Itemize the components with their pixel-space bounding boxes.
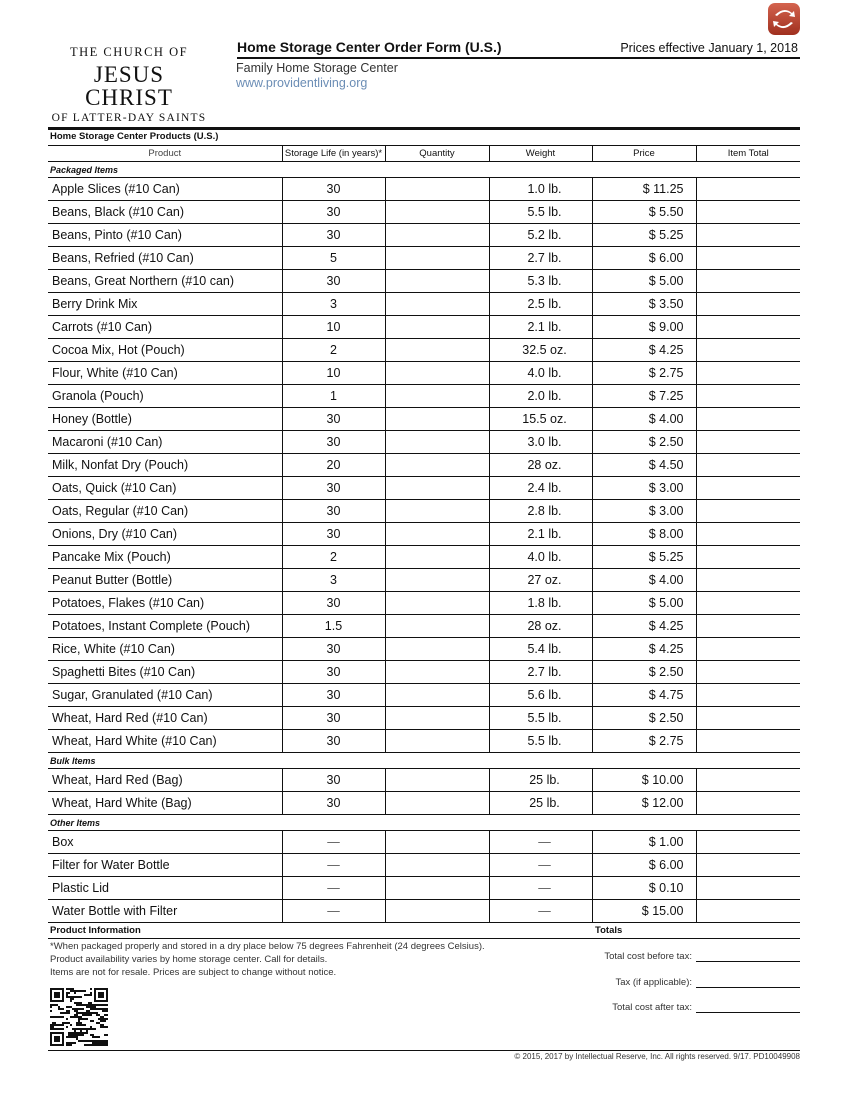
price: $ 5.50 bbox=[592, 201, 696, 224]
table-row bbox=[48, 792, 800, 815]
item-total-input[interactable] bbox=[696, 224, 800, 247]
quantity-input[interactable] bbox=[385, 477, 489, 500]
storage-life: 30 bbox=[282, 408, 385, 431]
form-subtitle: Family Home Storage Center bbox=[236, 61, 398, 75]
quantity-input[interactable] bbox=[385, 792, 489, 815]
storage-life: 30 bbox=[282, 270, 385, 293]
table-row bbox=[48, 684, 800, 707]
quantity-input[interactable] bbox=[385, 569, 489, 592]
quantity-input[interactable] bbox=[385, 408, 489, 431]
price: $ 2.50 bbox=[592, 431, 696, 454]
weight: 3.0 lb. bbox=[489, 431, 592, 454]
storage-life: 30 bbox=[282, 661, 385, 684]
table-row bbox=[48, 362, 800, 385]
product-name: Beans, Great Northern (#10 can) bbox=[48, 270, 282, 293]
price: $ 6.00 bbox=[592, 247, 696, 270]
quantity-input[interactable] bbox=[385, 270, 489, 293]
storage-life: 30 bbox=[282, 638, 385, 661]
quantity-input[interactable] bbox=[385, 707, 489, 730]
total-after-tax-field[interactable] bbox=[696, 1001, 800, 1013]
tax-field[interactable] bbox=[696, 976, 800, 988]
info-divider bbox=[48, 938, 800, 939]
table-row bbox=[48, 877, 800, 900]
price: $ 12.00 bbox=[592, 792, 696, 815]
item-total-input[interactable] bbox=[696, 615, 800, 638]
total-after-tax-label: Total cost after tax: bbox=[612, 1002, 692, 1013]
storage-life: 10 bbox=[282, 362, 385, 385]
product-name: Sugar, Granulated (#10 Can) bbox=[48, 684, 282, 707]
product-name: Water Bottle with Filter bbox=[48, 900, 282, 923]
item-total-input[interactable] bbox=[696, 831, 800, 854]
price: $ 11.25 bbox=[592, 178, 696, 201]
price: $ 4.00 bbox=[592, 569, 696, 592]
price: $ 6.00 bbox=[592, 854, 696, 877]
section-divider bbox=[48, 127, 800, 130]
product-name: Beans, Refried (#10 Can) bbox=[48, 247, 282, 270]
table-header-row bbox=[48, 146, 800, 162]
quantity-input[interactable] bbox=[385, 638, 489, 661]
item-total-input[interactable] bbox=[696, 592, 800, 615]
quantity-input[interactable] bbox=[385, 224, 489, 247]
item-total-input[interactable] bbox=[696, 477, 800, 500]
item-total-input[interactable] bbox=[696, 546, 800, 569]
item-total-input[interactable] bbox=[696, 316, 800, 339]
product-name: Spaghetti Bites (#10 Can) bbox=[48, 661, 282, 684]
storage-life: 5 bbox=[282, 247, 385, 270]
note-resale: Items are not for resale. Prices are subject to change without notice. bbox=[50, 967, 337, 978]
weight: 25 lb. bbox=[489, 792, 592, 815]
quantity-input[interactable] bbox=[385, 431, 489, 454]
table-row bbox=[48, 408, 800, 431]
price: $ 2.75 bbox=[592, 362, 696, 385]
church-logo bbox=[48, 44, 210, 124]
logo-line-2: JESUS CHRIST bbox=[85, 61, 173, 110]
tax-label: Tax (if applicable): bbox=[615, 977, 692, 988]
product-name: Wheat, Hard White (Bag) bbox=[48, 792, 282, 815]
price: $ 8.00 bbox=[592, 523, 696, 546]
group-label: Other Items bbox=[48, 815, 800, 831]
weight: 27 oz. bbox=[489, 569, 592, 592]
product-name: Milk, Nonfat Dry (Pouch) bbox=[48, 454, 282, 477]
product-name: Cocoa Mix, Hot (Pouch) bbox=[48, 339, 282, 362]
table-row bbox=[48, 431, 800, 454]
section-title: Home Storage Center Products (U.S.) bbox=[50, 131, 219, 142]
group-header-row bbox=[48, 815, 800, 831]
table-row bbox=[48, 454, 800, 477]
table-row bbox=[48, 316, 800, 339]
product-name: Oats, Quick (#10 Can) bbox=[48, 477, 282, 500]
product-name: Wheat, Hard Red (#10 Can) bbox=[48, 707, 282, 730]
price: $ 9.00 bbox=[592, 316, 696, 339]
table-row bbox=[48, 224, 800, 247]
weight: 2.7 lb. bbox=[489, 247, 592, 270]
footer-divider bbox=[48, 1050, 800, 1051]
price: $ 4.25 bbox=[592, 638, 696, 661]
table-row bbox=[48, 615, 800, 638]
item-total-input[interactable] bbox=[696, 362, 800, 385]
product-name: Berry Drink Mix bbox=[48, 293, 282, 316]
price: $ 0.10 bbox=[592, 877, 696, 900]
quantity-input[interactable] bbox=[385, 684, 489, 707]
quantity-input[interactable] bbox=[385, 523, 489, 546]
price: $ 4.25 bbox=[592, 615, 696, 638]
product-name: Box bbox=[48, 831, 282, 854]
storage-life: 30 bbox=[282, 769, 385, 792]
table-row bbox=[48, 500, 800, 523]
storage-life: 30 bbox=[282, 523, 385, 546]
item-total-input[interactable] bbox=[696, 247, 800, 270]
item-total-input[interactable] bbox=[696, 523, 800, 546]
website-link[interactable]: www.providentliving.org bbox=[236, 76, 368, 90]
quantity-input[interactable] bbox=[385, 769, 489, 792]
item-total-input[interactable] bbox=[696, 293, 800, 316]
item-total-input[interactable] bbox=[696, 408, 800, 431]
weight: — bbox=[489, 877, 592, 900]
weight: 4.0 lb. bbox=[489, 362, 592, 385]
item-total-input[interactable] bbox=[696, 201, 800, 224]
quantity-input[interactable] bbox=[385, 247, 489, 270]
price: $ 4.00 bbox=[592, 408, 696, 431]
weight: 5.2 lb. bbox=[489, 224, 592, 247]
price: $ 3.00 bbox=[592, 477, 696, 500]
weight: 2.5 lb. bbox=[489, 293, 592, 316]
item-total-input[interactable] bbox=[696, 638, 800, 661]
weight: 28 oz. bbox=[489, 454, 592, 477]
quantity-input[interactable] bbox=[385, 316, 489, 339]
table-row bbox=[48, 900, 800, 923]
price: $ 2.75 bbox=[592, 730, 696, 753]
item-total-input[interactable] bbox=[696, 270, 800, 293]
product-name: Carrots (#10 Can) bbox=[48, 316, 282, 339]
quantity-input[interactable] bbox=[385, 362, 489, 385]
storage-life: 2 bbox=[282, 546, 385, 569]
item-total-input[interactable] bbox=[696, 454, 800, 477]
price: $ 2.50 bbox=[592, 707, 696, 730]
weight: 2.8 lb. bbox=[489, 500, 592, 523]
note-storage-conditions: *When packaged properly and stored in a dry place below 75 degrees Fahrenheit (24 degrees Celsius). bbox=[50, 941, 485, 952]
quantity-input[interactable] bbox=[385, 339, 489, 362]
quantity-input[interactable] bbox=[385, 877, 489, 900]
storage-life: 30 bbox=[282, 431, 385, 454]
weight: 2.1 lb. bbox=[489, 316, 592, 339]
quantity-input[interactable] bbox=[385, 730, 489, 753]
product-name: Wheat, Hard Red (Bag) bbox=[48, 769, 282, 792]
logo-line-3: OF LATTER-DAY SAINTS bbox=[51, 111, 207, 124]
storage-life: 1 bbox=[282, 385, 385, 408]
column-header-item-total: Item Total bbox=[696, 146, 800, 162]
price: $ 3.00 bbox=[592, 500, 696, 523]
weight: — bbox=[489, 831, 592, 854]
product-name: Wheat, Hard White (#10 Can) bbox=[48, 730, 282, 753]
qr-code-icon[interactable] bbox=[50, 988, 108, 1046]
table-row bbox=[48, 339, 800, 362]
group-label: Packaged Items bbox=[48, 162, 800, 178]
price: $ 2.50 bbox=[592, 661, 696, 684]
quantity-input[interactable] bbox=[385, 900, 489, 923]
column-header-price: Price bbox=[592, 146, 696, 162]
price: $ 5.25 bbox=[592, 224, 696, 247]
table-row bbox=[48, 385, 800, 408]
quantity-input[interactable] bbox=[385, 385, 489, 408]
total-before-tax-row bbox=[604, 950, 800, 962]
table-row bbox=[48, 546, 800, 569]
storage-life: — bbox=[282, 854, 385, 877]
column-header-product: Product bbox=[48, 146, 282, 162]
quantity-input[interactable] bbox=[385, 178, 489, 201]
storage-life: 3 bbox=[282, 293, 385, 316]
product-name: Macaroni (#10 Can) bbox=[48, 431, 282, 454]
column-header-storage-life: Storage Life (in years)* bbox=[282, 146, 385, 162]
table-row bbox=[48, 730, 800, 753]
price: $ 5.00 bbox=[592, 270, 696, 293]
storage-life: 30 bbox=[282, 730, 385, 753]
table-row bbox=[48, 178, 800, 201]
prices-effective: Prices effective January 1, 2018 bbox=[620, 41, 798, 55]
table-row bbox=[48, 569, 800, 592]
weight: 1.0 lb. bbox=[489, 178, 592, 201]
table-row bbox=[48, 638, 800, 661]
storage-life: 1.5 bbox=[282, 615, 385, 638]
storage-life: — bbox=[282, 900, 385, 923]
storage-life: 30 bbox=[282, 500, 385, 523]
quantity-input[interactable] bbox=[385, 615, 489, 638]
weight: 28 oz. bbox=[489, 615, 592, 638]
price: $ 5.25 bbox=[592, 546, 696, 569]
storage-life: 30 bbox=[282, 684, 385, 707]
storage-life: 30 bbox=[282, 224, 385, 247]
product-name: Filter for Water Bottle bbox=[48, 854, 282, 877]
total-before-tax-label: Total cost before tax: bbox=[604, 951, 692, 962]
title-divider bbox=[237, 57, 800, 59]
item-total-input[interactable] bbox=[696, 684, 800, 707]
table-row bbox=[48, 477, 800, 500]
item-total-input[interactable] bbox=[696, 500, 800, 523]
item-total-input[interactable] bbox=[696, 661, 800, 684]
price: $ 4.75 bbox=[592, 684, 696, 707]
weight: 15.5 oz. bbox=[489, 408, 592, 431]
item-total-input[interactable] bbox=[696, 339, 800, 362]
product-name: Apple Slices (#10 Can) bbox=[48, 178, 282, 201]
weight: 5.5 lb. bbox=[489, 201, 592, 224]
table-row bbox=[48, 270, 800, 293]
table-row bbox=[48, 247, 800, 270]
weight: 5.5 lb. bbox=[489, 730, 592, 753]
item-total-input[interactable] bbox=[696, 854, 800, 877]
column-header-quantity: Quantity bbox=[385, 146, 489, 162]
item-total-input[interactable] bbox=[696, 877, 800, 900]
total-after-tax-row bbox=[612, 1001, 800, 1013]
price: $ 10.00 bbox=[592, 769, 696, 792]
price: $ 4.25 bbox=[592, 339, 696, 362]
table-row bbox=[48, 769, 800, 792]
storage-life: 10 bbox=[282, 316, 385, 339]
quantity-input[interactable] bbox=[385, 592, 489, 615]
group-header-row bbox=[48, 753, 800, 769]
logo-line-1: THE CHURCH OF bbox=[69, 45, 189, 59]
product-name: Beans, Black (#10 Can) bbox=[48, 201, 282, 224]
product-name: Granola (Pouch) bbox=[48, 385, 282, 408]
table-row bbox=[48, 293, 800, 316]
weight: — bbox=[489, 854, 592, 877]
quantity-input[interactable] bbox=[385, 661, 489, 684]
product-name: Potatoes, Flakes (#10 Can) bbox=[48, 592, 282, 615]
item-total-input[interactable] bbox=[696, 431, 800, 454]
weight: 5.5 lb. bbox=[489, 707, 592, 730]
weight: 5.4 lb. bbox=[489, 638, 592, 661]
storage-life: 30 bbox=[282, 792, 385, 815]
table-row bbox=[48, 592, 800, 615]
item-total-input[interactable] bbox=[696, 730, 800, 753]
app-badge-icon bbox=[768, 3, 800, 35]
tax-row bbox=[615, 976, 800, 988]
item-total-input[interactable] bbox=[696, 707, 800, 730]
weight: 4.0 lb. bbox=[489, 546, 592, 569]
product-name: Flour, White (#10 Can) bbox=[48, 362, 282, 385]
storage-life: 3 bbox=[282, 569, 385, 592]
item-total-input[interactable] bbox=[696, 769, 800, 792]
storage-life: 30 bbox=[282, 178, 385, 201]
price: $ 3.50 bbox=[592, 293, 696, 316]
total-before-tax-field[interactable] bbox=[696, 950, 800, 962]
item-total-input[interactable] bbox=[696, 792, 800, 815]
weight: 2.4 lb. bbox=[489, 477, 592, 500]
storage-life: 30 bbox=[282, 707, 385, 730]
storage-life: 30 bbox=[282, 201, 385, 224]
weight: 2.0 lb. bbox=[489, 385, 592, 408]
product-name: Beans, Pinto (#10 Can) bbox=[48, 224, 282, 247]
totals-title: Totals bbox=[595, 925, 623, 936]
weight: 5.3 lb. bbox=[489, 270, 592, 293]
table-row bbox=[48, 201, 800, 224]
product-name: Pancake Mix (Pouch) bbox=[48, 546, 282, 569]
product-name: Oats, Regular (#10 Can) bbox=[48, 500, 282, 523]
quantity-input[interactable] bbox=[385, 854, 489, 877]
products-table bbox=[48, 145, 800, 923]
product-name: Onions, Dry (#10 Can) bbox=[48, 523, 282, 546]
quantity-input[interactable] bbox=[385, 201, 489, 224]
price: $ 5.00 bbox=[592, 592, 696, 615]
table-row bbox=[48, 707, 800, 730]
storage-life: — bbox=[282, 831, 385, 854]
note-availability: Product availability varies by home storage center. Call for details. bbox=[50, 954, 328, 965]
group-header-row bbox=[48, 162, 800, 178]
weight: 2.7 lb. bbox=[489, 661, 592, 684]
product-notes bbox=[50, 940, 485, 979]
product-name: Rice, White (#10 Can) bbox=[48, 638, 282, 661]
product-name: Potatoes, Instant Complete (Pouch) bbox=[48, 615, 282, 638]
weight: 1.8 lb. bbox=[489, 592, 592, 615]
item-total-input[interactable] bbox=[696, 178, 800, 201]
weight: 5.6 lb. bbox=[489, 684, 592, 707]
price: $ 15.00 bbox=[592, 900, 696, 923]
product-name: Plastic Lid bbox=[48, 877, 282, 900]
price: $ 1.00 bbox=[592, 831, 696, 854]
storage-life: 30 bbox=[282, 477, 385, 500]
storage-life: 2 bbox=[282, 339, 385, 362]
table-row bbox=[48, 854, 800, 877]
weight: 32.5 oz. bbox=[489, 339, 592, 362]
products-table-body bbox=[48, 162, 800, 923]
quantity-input[interactable] bbox=[385, 500, 489, 523]
price: $ 4.50 bbox=[592, 454, 696, 477]
quantity-input[interactable] bbox=[385, 293, 489, 316]
weight: 25 lb. bbox=[489, 769, 592, 792]
quantity-input[interactable] bbox=[385, 454, 489, 477]
table-row bbox=[48, 831, 800, 854]
product-name: Honey (Bottle) bbox=[48, 408, 282, 431]
copyright-text: © 2015, 2017 by Intellectual Reserve, Inc. All rights reserved. 9/17. PD10049908 bbox=[514, 1052, 800, 1061]
storage-life: 20 bbox=[282, 454, 385, 477]
storage-life: 30 bbox=[282, 592, 385, 615]
quantity-input[interactable] bbox=[385, 546, 489, 569]
price: $ 7.25 bbox=[592, 385, 696, 408]
table-row bbox=[48, 661, 800, 684]
product-info-title: Product Information bbox=[50, 925, 141, 936]
quantity-input[interactable] bbox=[385, 831, 489, 854]
weight: — bbox=[489, 900, 592, 923]
group-label: Bulk Items bbox=[48, 753, 800, 769]
item-total-input[interactable] bbox=[696, 385, 800, 408]
item-total-input[interactable] bbox=[696, 569, 800, 592]
product-name: Peanut Butter (Bottle) bbox=[48, 569, 282, 592]
form-title: Home Storage Center Order Form (U.S.) bbox=[237, 39, 502, 55]
weight: 2.1 lb. bbox=[489, 523, 592, 546]
storage-life: — bbox=[282, 877, 385, 900]
item-total-input[interactable] bbox=[696, 900, 800, 923]
table-row bbox=[48, 523, 800, 546]
column-header-weight: Weight bbox=[489, 146, 592, 162]
